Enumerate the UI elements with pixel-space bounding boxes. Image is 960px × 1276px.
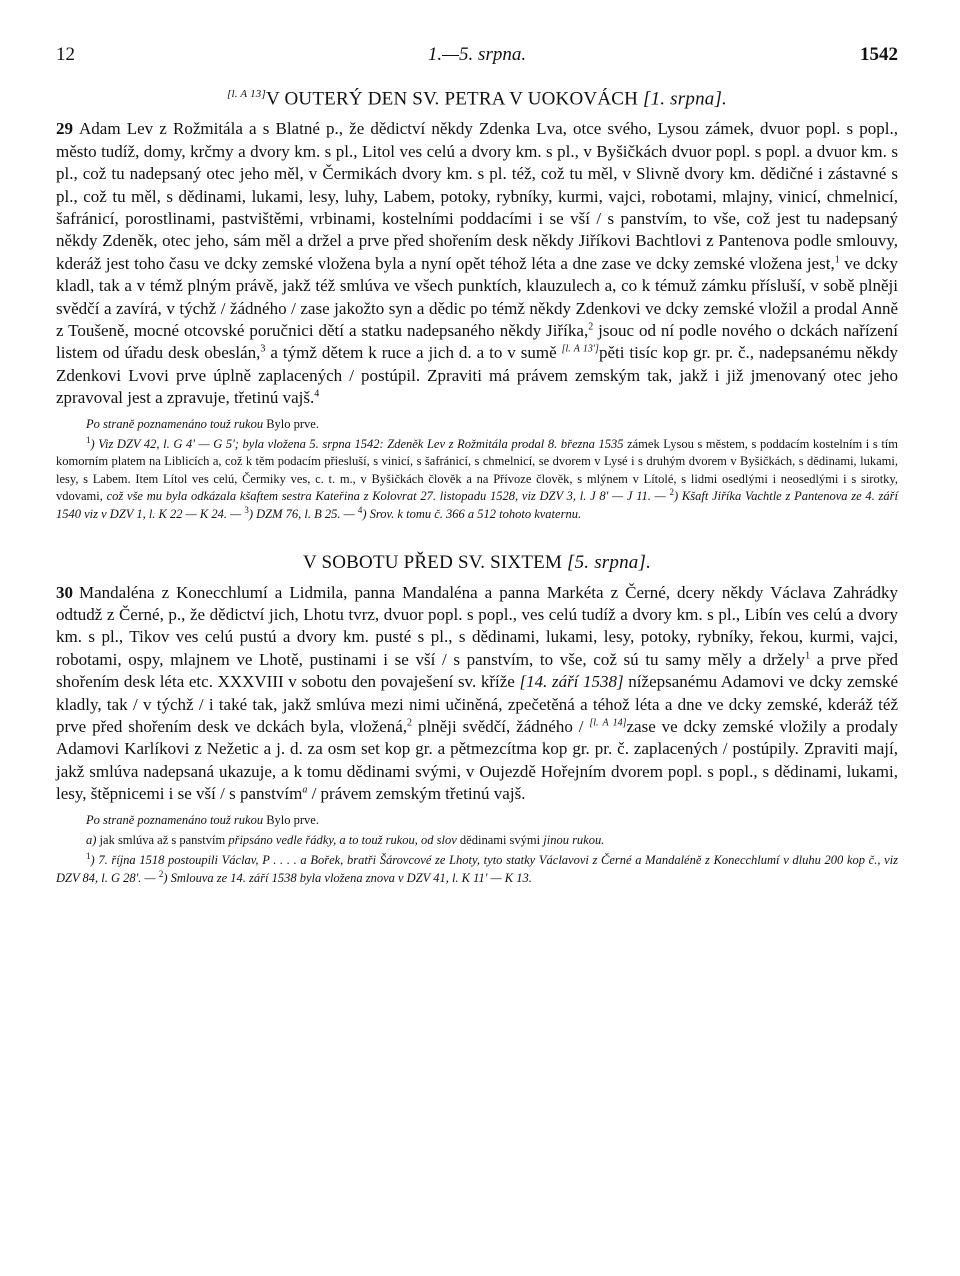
document-page [56,44,898,887]
footnote-number: 2 [669,487,674,498]
footnote-marker: 4 [314,388,320,400]
footnote-number: 1 [86,851,91,862]
entry-text: a týmž dětem k ruce a jich d. a to v sumě [265,343,562,363]
note-plain: Bylo prve. [263,416,319,431]
footnote-number: 3 [244,504,249,515]
footnote-marker: 1 [805,650,811,662]
entry-29 [56,118,898,409]
entry-30 [56,582,898,806]
footnote-marker: 2 [407,717,413,729]
entry-text: ve dcky kladl, tak a v témž plným právě, jakž též smlúva ve všech punktích, klauzulech a, co k témuž zámku přísluší, v sobě plněji svědčí a zavírá, v týchž / žádného / zase jakožto syn a dědic po témž někdy Zdenkovi ve dcky zemské vložil a prodal Anně z Toušeně, mocné otcovské poručnici dětí a statku nadepsaného někdy Jiříka, [56,253,898,340]
entry-text: nížepsanému Adamovi ve dcky zemské kladly, tak / v týchž / i také tak, jakž smlúva mezi nimi učiněná, zpečetěná a téhož léta a dne ve dcky zemské, kderáž též prve před shořením desk ve dckách byla, vložená, [56,672,898,737]
footnote-text: což vše mu byla odkázala kšaftem sestra Kateřina z Kolovrat 27. listopadu 1528, viz DZV 3, l. J 8' — J 11. — [102,489,666,504]
footnote-text: ) Smlouva ze 14. září 1538 byla vložena znova v DZV 41, l. K 11' — K 13. [163,870,532,885]
footnote-text: jak smlúva až s panstvím [96,832,226,847]
footnote-number: 2 [158,868,164,879]
entry-text: Adam Lev z Rožmitála a s Blatné p., že dědictví někdy Zdenka Lva, otce svého, Lysou zámek, dvuor popl. s popl., město tudíž, domy, krčmy a dvory km. s pl., Litol ves celú a dvory km. s pl., v Byšičkách dvuor popl. s popl. a dvuor km. s pl., což tu nadepsaný otec jeho měl, v Čermikách dvory km. s pl. též, což tu měl, v Slivně dvory km. dědičné i zástavné s pl., což tu měl, s dědinami, lukami, lesy, luhy, Labem, potoky, rybníky, kurmi, vajci, robotami, mlajny, vinicí, chmelnicí, šafránicí, porostlinami, pastvištěmi, vrbinami, kostelními poddacími i se vší / s panstvím, to vše, což jest tu nadepsaný někdy Zdeněk, otec jeho, sám měl a držel a prve před shořením desk někdy Jiříkovi Bachtlovi z Pantenova podle smlouvy, kderáž jest toho času ve dcky zemské vložena byla a nyní opět téhož léta a dne zase ve dcky zemské vložena jest, [56,119,898,273]
note-plain: Bylo prve. [263,812,319,827]
heading-date: [1. srpna]. [642,88,728,110]
footnote-marker: 2 [588,321,594,333]
inline-date: [14. září 1538] [519,672,624,692]
footnote-text: ) Srov. k tomu č. 366 a 512 tohoto kvaternu. [362,506,582,521]
footnote-text: ) Kšaft Jiříka Vachtle z Pantenova ze 4. září 1540 viz v DZV 1, l. K 22 — K 24. — [56,489,898,521]
section-heading-30 [56,552,898,574]
heading-date: [5. srpna]. [567,551,652,573]
heading-text: V OUTERÝ DEN SV. PETRA V UOKOVÁCH [265,88,639,110]
footnote-1-2 [56,852,898,887]
footnote-text: ) DZM 76, l. B 25. — [248,506,355,521]
margin-note [56,812,898,829]
footnote-text: zámek Lysou s městem, s poddacím kostelním i s tím komorním platem na Liblicích a, což k těm podacím přiesluší, s vinicí, s šafránicí, s chmelnicí, se dvorem v Lysé i s druhým dvorem v Byšičkách, s dědinami, lukami, lesy, s Labem. Item Lítol ves celú, Čermiky ves, c. t. m., v Byšičkách člověk a na Přívoze člověk, s mlýnem v Lítolé, s lidmi osedlými i neosedlými i s sirotky, vdovami, [56,436,899,504]
footnote-text: ) Viz DZV 42, l. G 4' — G 5'; byla vložena 5. srpna 1542: Zdeněk Lev z Rožmitála prodal 8. března 1535 [90,436,624,451]
entry-text: jsouc od ní podle nového o dckách nařízení listem od úřadu desk obeslán, [56,320,898,363]
footnote-number: 1 [86,434,91,445]
footnote-number: 4 [357,504,363,515]
footnote-label: a) [86,832,97,847]
entry-text: a prve před shořením desk léta etc. XXXVIII v sobotu den povaješení sv. kříže [56,649,898,692]
footnote-text: jinou rukou. [540,832,605,847]
footnote-text: dědinami svými [456,832,541,847]
entry-text: Mandaléna z Konecchlumí a Lidmila, panna Mandaléna a panna Markéta z Černé, dcery někdy Václava Zahrádky odtudž z Černé, p., že dědictví jich, Lhotu tvrz, dvuor popl. s popl., ves celú tudíž a dvory km. s pl., Libín ves celú a dvory km. s pl., Tikov ves celú pustú a dvory km. pusté s pl., s dědinami, lukami, lesy, potoky, rybníky, řekou, kurmi, vajci, robotami, ospy, mlajnem ve Lhotě, pustinami i se vší / s panstvím, to vše, což sú tu samy měly a držely [56,582,898,669]
folio-reference: [l. A 13] [226,88,266,100]
footnote-marker: a [302,784,308,796]
note-italic: Po straně poznamenáno touž rukou [86,416,264,431]
page-number: 12 [56,44,75,65]
footnote-text: připsáno vedle řádky, a to touž rukou, od slov [225,832,457,847]
folio-reference: [l. A 13'] [561,343,599,355]
margin-note [56,416,898,433]
footnote-1 [56,436,898,524]
heading-text: V SOBOTU PŘED SV. SIXTEM [302,551,563,573]
footnote-a [56,832,898,850]
entry-number: 29 [56,119,73,139]
running-head [56,44,898,74]
entry-text: plněji svědčí, žádného / [412,717,590,737]
entry-text: / právem zemským třetinú vajš. [307,784,526,804]
footnote-marker: 1 [834,254,840,266]
note-italic: Po straně poznamenáno touž rukou [86,812,264,827]
section-heading-29 [56,88,898,110]
folio-reference: [l. A 14] [589,717,627,729]
footnote-text: ) 7. října 1518 postoupili Václav, P . . . . a Bořek, bratři Šárovcové ze Lhoty, tyto statky Václavovi z Černé a Mandaléně z Konecchlumí v dluhu 200 kop č., viz DZV 84, l. G 28'. — [56,853,898,885]
footnote-marker: 3 [260,343,266,355]
entry-text: zase ve dcky zemské vložily a prodaly Adamovi Karlíkovi z Nežetic a j. d. za osm set kop gr. a pětmezcítma kop gr. pr. č. zaplacených / postúpily. Zpraviti mají, jakž smlúva nadepsaná ukazuje, a k tomu dědinami svými, v Oujezdě Hořejním dvorem popl. s popl., s dědinami, lukami, lesy, štěpnicemi i se vší / s panstvím [56,717,898,804]
entry-text: pěti tisíc kop gr. pr. č., nadepsanému někdy Zdenkovi Lvovi prve úplně zaplacených / postúpil. Zpraviti má právem zemským tak, jakž i již jmenovaný otec jeho zpravoval jest a zpravuje, třetinú vajš. [56,343,898,408]
entry-number: 30 [56,582,73,602]
running-head-dates: 1.—5. srpna. [427,44,527,65]
running-head-year: 1542 [860,44,898,65]
